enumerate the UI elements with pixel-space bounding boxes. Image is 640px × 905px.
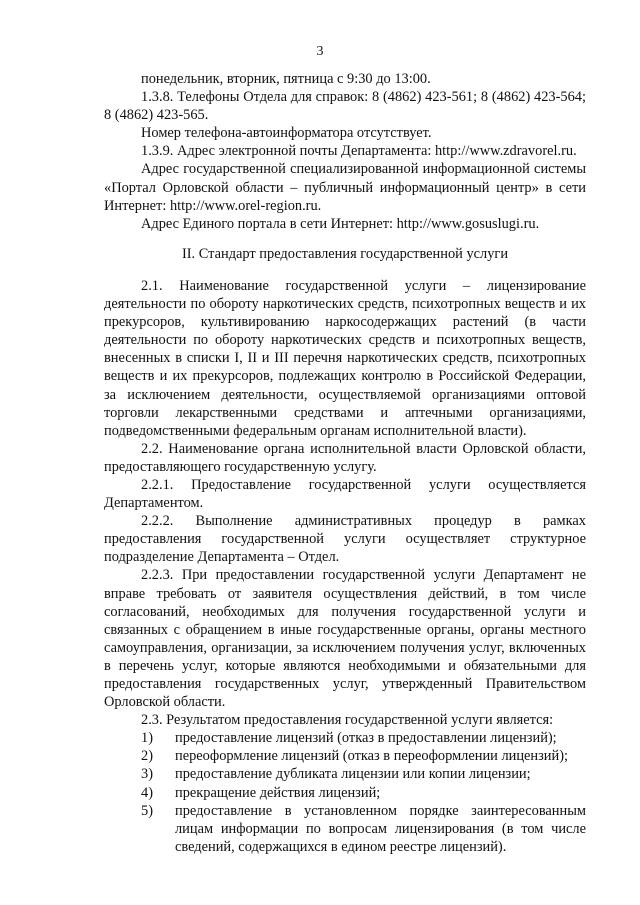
- document-body: [104, 70, 586, 856]
- list-item-text: прекращение действия лицензий;: [175, 784, 381, 801]
- list-item-number: 4): [141, 784, 153, 801]
- paragraph-2-1: 2.1. Наименование государственной услуги – лицензирование деятельности по обороту наркотических средств, психотропных веществ и их прекурсоров, культивированию наркосодержащих растений (в части деятельности по обороту наркотических средств и психотропных веществ, внесенных в списки I, II и III перечня наркотических средств, психотропных веществ и их прекурсоров, подлежащих контролю в Российской Федерации, за исключением деятельности, осуществляемой организациями оптовой торговли лекарственными средствами и аптечными организациями, подведомственными федеральным органам исполнительной власти).: [104, 277, 586, 439]
- list-item-number: 2): [141, 748, 153, 765]
- email-address-paragraph: 1.3.9. Адрес электронной почты Департамента: http://www.zdravorel.ru.: [141, 143, 577, 160]
- autoinformer-paragraph: Номер телефона-автоинформатора отсутствует.: [141, 125, 432, 142]
- section-heading: II. Стандарт предоставления государственной услуги: [181, 245, 509, 262]
- page-number: 3: [316, 44, 324, 59]
- list-item-text: предоставление лицензий (отказ в предоставлении лицензий);: [175, 730, 557, 747]
- paragraph-2-3: 2.3. Результатом предоставления государственной услуги является:: [141, 712, 554, 729]
- unified-portal-paragraph: Адрес Единого портала в сети Интернет: http://www.gosuslugi.ru.: [141, 215, 540, 232]
- portal-address-paragraph: Адрес государственной специализированной информационной системы «Портал Орловской области – публичный информационный центр» в сети Интернет: http://www.orel-region.ru.: [104, 161, 586, 214]
- list-item: [104, 747, 586, 765]
- paragraph-2-2-3: 2.2.3. При предоставлении государственной услуги Департамент не вправе требовать от заявителя осуществления действий, в том числе согласований, необходимых для получения государственной услуги и связанных с обращением в иные государственные органы, органы местного самоуправления, организации, за исключением получения услуг, включенных в перечень услуг, которые являются необходимыми и обязательными для предоставления государственных услуг, утвержденный Правительством Орловской области.: [104, 567, 586, 711]
- paragraph-2-2-1: 2.2.1. Предоставление государственной услуги осуществляется Департаментом.: [104, 476, 586, 512]
- list-item-number: 1): [141, 730, 153, 747]
- list-item: [104, 729, 586, 747]
- list-item-number: 3): [141, 766, 153, 783]
- list-item-text: переоформление лицензий (отказ в переоформлении лицензий);: [175, 748, 568, 765]
- list-item-number: 5): [141, 802, 153, 819]
- results-list: [104, 729, 586, 856]
- list-item: [104, 765, 586, 783]
- list-item-text: предоставление дубликата лицензии или копии лицензии;: [175, 766, 531, 783]
- list-item: [104, 802, 586, 856]
- list-item: [104, 784, 586, 802]
- list-item-text: предоставление в установленном порядке заинтересованным лицам информации по вопросам лицензирования (в том числе сведений, содержащихся в едином реестре лицензий).: [175, 802, 586, 855]
- paragraph-2-2-2: 2.2.2. Выполнение административных процедур в рамках предоставления государственной услуги осуществляет структурное подразделение Департамента – Отдел.: [104, 513, 586, 566]
- schedule-line: понедельник, вторник, пятница с 9:30 до 13:00.: [141, 71, 431, 87]
- phone-numbers-paragraph: 1.3.8. Телефоны Отдела для справок: 8 (4862) 423-561; 8 (4862) 423-564; 8 (4862) 423-565.: [104, 89, 586, 124]
- paragraph-2-2: 2.2. Наименование органа исполнительной власти Орловской области, предоставляющего государственную услугу.: [104, 440, 586, 475]
